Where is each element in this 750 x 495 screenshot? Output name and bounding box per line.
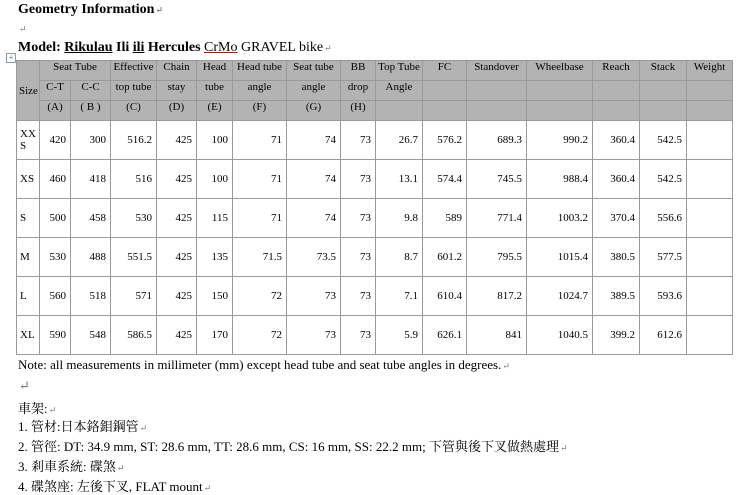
header-cell: Wheelbase <box>527 61 593 81</box>
size-cell: XL <box>17 316 40 355</box>
header-cell <box>423 81 467 101</box>
table-cell: 135 <box>197 238 233 277</box>
table-cell: 689.3 <box>467 121 527 160</box>
header-cell: (A) <box>40 101 71 121</box>
header-cell: drop <box>341 81 376 101</box>
table-move-handle-icon[interactable]: + <box>6 53 16 63</box>
paragraph-mark: ↵ <box>19 378 30 393</box>
frame-spec-item: 2. 管徑: DT: 34.9 mm, ST: 28.6 mm, TT: 28.6 mm, CS: 16 mm, SS: 22.2 mm; 下管與後下叉做熱處理↵ <box>18 439 568 454</box>
table-cell: 71 <box>233 199 287 238</box>
table-cell: 73 <box>341 238 376 277</box>
table-cell: 71.5 <box>233 238 287 277</box>
table-cell: 13.1 <box>376 160 423 199</box>
table-cell: 72 <box>233 277 287 316</box>
table-cell: 73 <box>341 277 376 316</box>
table-cell: 5.9 <box>376 316 423 355</box>
table-cell: 601.2 <box>423 238 467 277</box>
table-cell: 1003.2 <box>527 199 593 238</box>
table-cell: 71 <box>233 121 287 160</box>
table-cell: 425 <box>157 238 197 277</box>
header-cell <box>640 101 687 121</box>
header-cell: (G) <box>287 101 341 121</box>
size-cell: XX S <box>17 121 40 160</box>
size-cell: XS <box>17 160 40 199</box>
size-cell: L <box>17 277 40 316</box>
table-cell: 425 <box>157 277 197 316</box>
size-header: Size <box>17 61 40 121</box>
table-cell: 360.4 <box>593 121 640 160</box>
header-cell: (E) <box>197 101 233 121</box>
header-cell: (F) <box>233 101 287 121</box>
model-word: CrMo <box>204 40 238 55</box>
table-cell: 990.2 <box>527 121 593 160</box>
table-cell: 530 <box>111 199 157 238</box>
table-row <box>17 121 733 160</box>
table-cell <box>687 160 733 199</box>
model-word: ili <box>132 40 145 55</box>
header-cell: Chain <box>157 61 197 81</box>
paragraph-mark: ↵ <box>155 5 164 15</box>
header-cell <box>640 81 687 101</box>
table-row <box>17 277 733 316</box>
table-cell: 548 <box>71 316 111 355</box>
table-cell <box>687 277 733 316</box>
table-cell: 360.4 <box>593 160 640 199</box>
model-line <box>18 40 332 56</box>
table-cell: 542.5 <box>640 121 687 160</box>
table-cell: 420 <box>40 121 71 160</box>
table-cell: 170 <box>197 316 233 355</box>
table-cell: 516 <box>111 160 157 199</box>
table-cell <box>687 316 733 355</box>
table-cell: 73.5 <box>287 238 341 277</box>
table-row <box>17 160 733 199</box>
table-row <box>17 199 733 238</box>
table-cell: 425 <box>157 199 197 238</box>
header-cell: top tube <box>111 81 157 101</box>
header-cell <box>527 101 593 121</box>
header-cell: Seat tube <box>287 61 341 81</box>
table-cell: 610.4 <box>423 277 467 316</box>
table-cell: 574.4 <box>423 160 467 199</box>
table-cell: 551.5 <box>111 238 157 277</box>
table-cell: 577.5 <box>640 238 687 277</box>
table-cell: 26.7 <box>376 121 423 160</box>
table-cell: 530 <box>40 238 71 277</box>
header-cell <box>527 81 593 101</box>
table-cell: 73 <box>287 316 341 355</box>
table-cell <box>687 238 733 277</box>
header-cell: ( B ) <box>71 101 111 121</box>
table-row <box>17 238 733 277</box>
paragraph-mark: ↵ <box>203 483 212 493</box>
table-cell: 542.5 <box>640 160 687 199</box>
table-cell: 300 <box>71 121 111 160</box>
table-row <box>17 316 733 355</box>
paragraph-mark: ↵ <box>139 423 148 433</box>
table-cell: 370.4 <box>593 199 640 238</box>
table-cell: 590 <box>40 316 71 355</box>
paragraph-mark: ↵ <box>324 43 332 53</box>
table-cell: 500 <box>40 199 71 238</box>
table-cell: 576.2 <box>423 121 467 160</box>
frame-section-title: 車架:↵ <box>18 401 57 416</box>
seat-tube-header: Seat Tube <box>40 61 111 81</box>
table-cell: 71 <box>233 160 287 199</box>
header-cell: tube <box>197 81 233 101</box>
measurement-note: Note: all measurements in millimeter (mm) except head tube and seat tube angles in degrees.↵ <box>18 357 510 372</box>
table-cell <box>687 121 733 160</box>
table-cell: 586.5 <box>111 316 157 355</box>
header-cell: Reach <box>593 61 640 81</box>
header-cell: Stack <box>640 61 687 81</box>
frame-spec-item: 4. 碟煞座: 左後下叉, FLAT mount↵ <box>18 479 212 494</box>
table-cell: 7.1 <box>376 277 423 316</box>
table-cell: 1024.7 <box>527 277 593 316</box>
table-header-row <box>17 81 733 101</box>
header-cell: stay <box>157 81 197 101</box>
frame-spec-item: 1. 管材:日本鉻鉬鋼管↵ <box>18 419 148 434</box>
header-cell <box>423 101 467 121</box>
header-cell <box>467 81 527 101</box>
table-cell: 9.8 <box>376 199 423 238</box>
header-cell <box>376 101 423 121</box>
table-cell: 817.2 <box>467 277 527 316</box>
table-cell: 73 <box>341 316 376 355</box>
table-cell: 488 <box>71 238 111 277</box>
table-header-row <box>17 61 733 81</box>
table-cell <box>687 199 733 238</box>
table-cell: 460 <box>40 160 71 199</box>
header-cell: angle <box>233 81 287 101</box>
table-cell: 560 <box>40 277 71 316</box>
table-cell: 516.2 <box>111 121 157 160</box>
model-word: Hercules <box>147 40 201 55</box>
header-cell: (H) <box>341 101 376 121</box>
header-cell <box>687 101 733 121</box>
table-cell: 571 <box>111 277 157 316</box>
table-cell: 518 <box>71 277 111 316</box>
paragraph-mark: ↵ <box>19 24 27 34</box>
table-cell: 841 <box>467 316 527 355</box>
table-cell: 988.4 <box>527 160 593 199</box>
table-cell: 425 <box>157 316 197 355</box>
table-cell: 745.5 <box>467 160 527 199</box>
table-cell: 418 <box>71 160 111 199</box>
table-cell: 626.1 <box>423 316 467 355</box>
size-cell: S <box>17 199 40 238</box>
header-cell <box>467 101 527 121</box>
header-cell: BB <box>341 61 376 81</box>
table-header-row <box>17 101 733 121</box>
model-word: Rikulau <box>64 40 113 55</box>
table-cell: 73 <box>341 199 376 238</box>
table-cell: 380.5 <box>593 238 640 277</box>
header-cell <box>687 81 733 101</box>
table-cell: 72 <box>233 316 287 355</box>
header-cell: angle <box>287 81 341 101</box>
table-cell: 589 <box>423 199 467 238</box>
table-cell: 74 <box>287 160 341 199</box>
model-word: Ili <box>116 40 130 55</box>
table-cell: 100 <box>197 121 233 160</box>
table-body <box>17 121 733 355</box>
table-cell: 425 <box>157 160 197 199</box>
table-cell: 458 <box>71 199 111 238</box>
table-cell: 100 <box>197 160 233 199</box>
header-cell: C-T <box>40 81 71 101</box>
geometry-table <box>16 60 733 355</box>
size-cell: M <box>17 238 40 277</box>
table-cell: 74 <box>287 121 341 160</box>
table-cell: 1040.5 <box>527 316 593 355</box>
table-cell: 1015.4 <box>527 238 593 277</box>
model-prefix: Model: <box>18 40 61 55</box>
table-cell: 115 <box>197 199 233 238</box>
table-cell: 73 <box>341 121 376 160</box>
table-cell: 8.7 <box>376 238 423 277</box>
header-cell <box>593 101 640 121</box>
header-cell: Effective <box>111 61 157 81</box>
table-cell: 556.6 <box>640 199 687 238</box>
table-cell: 389.5 <box>593 277 640 316</box>
table-cell: 771.4 <box>467 199 527 238</box>
table-cell: 73 <box>287 277 341 316</box>
header-cell: Standover <box>467 61 527 81</box>
paragraph-mark: ↵ <box>48 405 57 415</box>
header-cell: (D) <box>157 101 197 121</box>
header-cell: Head tube <box>233 61 287 81</box>
table-cell: 593.6 <box>640 277 687 316</box>
table-cell: 795.5 <box>467 238 527 277</box>
table-cell: 612.6 <box>640 316 687 355</box>
header-cell: C-C <box>71 81 111 101</box>
header-cell: (C) <box>111 101 157 121</box>
header-cell <box>593 81 640 101</box>
table-cell: 399.2 <box>593 316 640 355</box>
page-title: Geometry Information↵ <box>18 2 164 17</box>
paragraph-mark: ↵ <box>502 361 510 371</box>
frame-spec-item: 3. 剎車系統: 碟煞↵ <box>18 459 125 474</box>
header-cell: Angle <box>376 81 423 101</box>
header-cell: FC <box>423 61 467 81</box>
table-cell: 425 <box>157 121 197 160</box>
paragraph-mark: ↵ <box>116 463 125 473</box>
paragraph-mark: ↵ <box>559 443 568 453</box>
table-cell: 73 <box>341 160 376 199</box>
header-cell: Head <box>197 61 233 81</box>
table-cell: 150 <box>197 277 233 316</box>
table-cell: 74 <box>287 199 341 238</box>
header-cell: Weight <box>687 61 733 81</box>
model-word: GRAVEL bike <box>241 40 324 55</box>
header-cell: Top Tube <box>376 61 423 81</box>
